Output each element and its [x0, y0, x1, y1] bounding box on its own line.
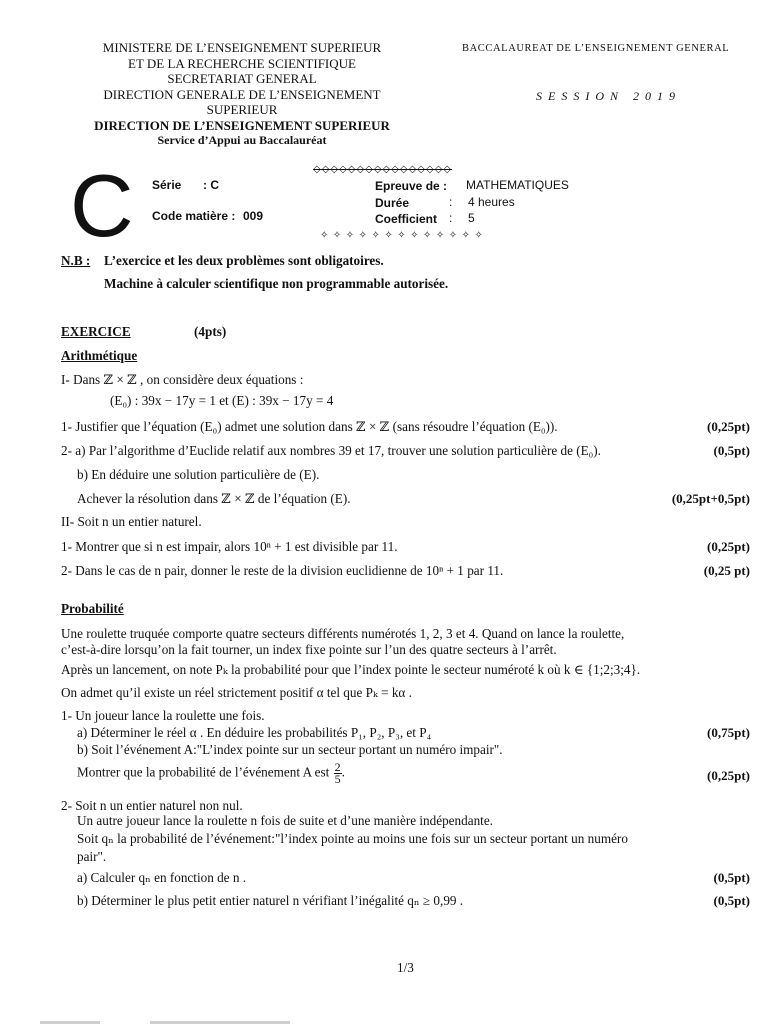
arith-q1-points: (0,25pt): [707, 419, 750, 434]
arith-II-q2: 2- Dans le cas de n pair, donner le reste de la division euclidienne de 10ⁿ + 1 par 11.: [61, 563, 504, 578]
arith-I-intro: I- Dans ℤ × ℤ , on considère deux équations :: [61, 372, 304, 387]
fraction-numerator: 2: [334, 760, 341, 774]
duree-label: Durée: [375, 196, 410, 210]
ministry-line-1: MINISTERE DE L’ENSEIGNEMENT SUPERIEUR: [102, 40, 382, 55]
coefficient-label: Coefficient: [375, 212, 438, 226]
fraction-denominator: 5: [334, 772, 341, 786]
epreuve-value: MATHEMATIQUES: [466, 178, 569, 192]
proba-q1c: Montrer que la probabilité de l’événement A est: [77, 764, 330, 780]
arith-II-q1-points: (0,25pt): [707, 539, 750, 554]
ministry-line-5: SUPERIEUR: [206, 102, 278, 117]
proba-q2a-points: (0,5pt): [713, 870, 750, 885]
proba-q2: 2- Soit n un entier naturel non nul.: [61, 798, 243, 813]
proba-q1c-line: Montrer que la probabilité de l’événement A est $\frac{2}{5}$ .: [77, 760, 345, 786]
proba-q2-line-3: pair".: [77, 849, 107, 864]
serie-value: : C: [203, 178, 219, 192]
proba-q1a: a) Déterminer le réel α . En déduire les probabilités P₁, P₂, P₃, et P₄: [77, 725, 432, 740]
arith-II-q1: 1- Montrer que si n est impair, alors 10ⁿ + 1 est divisible par 11.: [61, 539, 398, 554]
arith-q2a: 2- a) Par l’algorithme d’Euclide relatif aux nombres 39 et 17, trouver une solution particulière de (E₀).: [61, 443, 601, 458]
exercice-points: (4pts): [194, 324, 227, 339]
proba-intro-1: Une roulette truquée comporte quatre secteurs différents numérotés 1, 2, 3 et 4. Quand on lance la roulette,: [61, 626, 625, 641]
arith-q2c-points: (0,25pt+0,5pt): [671, 491, 750, 506]
ministry-line-4: DIRECTION GENERALE DE L’ENSEIGNEMENT: [103, 86, 381, 102]
arith-q2a-points: (0,5pt): [713, 443, 750, 458]
code-label: Code matière :: [152, 209, 236, 223]
nb-line-1: L’exercice et les deux problèmes sont obligatoires.: [104, 253, 384, 268]
arithmetique-title: Arithmétique: [61, 348, 138, 363]
epreuve-label: Epreuve de :: [375, 179, 448, 193]
coefficient-sep: :: [449, 211, 453, 225]
proba-intro-4: On admet qu’il existe un réel strictement positif α tel que Pₖ = kα .: [61, 685, 412, 700]
proba-q2-line-2: Soit qₙ la probabilité de l’événement:"l’index pointe au moins une fois sur un secteur portant un numéro: [77, 831, 628, 846]
page-number: 1/3: [397, 960, 414, 975]
duree-value: 4 heures: [468, 195, 515, 209]
proba-q1: 1- Un joueur lance la roulette une fois.: [61, 708, 265, 723]
coefficient-value: 5: [468, 211, 475, 225]
ministry-line-3: SECRETARIAT GENERAL: [167, 71, 317, 86]
exercice-title: EXERCICE: [61, 324, 131, 339]
fraction-two-fifths: [334, 762, 342, 785]
code-value: 009: [243, 209, 264, 223]
nb-line-2: Machine à calculer scientifique non programmable autorisée.: [104, 276, 449, 291]
ministry-line-2: ET DE LA RECHERCHE SCIENTIFIQUE: [128, 55, 356, 71]
duree-sep: :: [449, 195, 453, 209]
arith-q2c: Achever la résolution dans ℤ × ℤ de l’équation (E).: [77, 491, 351, 506]
serie-label: Série: [152, 178, 182, 192]
proba-intro-2: c’est-à-dire lorsqu’on la fait tourner, un index fixe pointe sur l’un des quatre secteurs à l’arrêt.: [61, 642, 557, 657]
session-label: SESSION 2019: [536, 89, 681, 103]
arith-II-q2-points: (0,25 pt): [703, 563, 750, 578]
arith-II-intro: II- Soit n un entier naturel.: [61, 514, 202, 529]
arith-q1: 1- Justifier que l’équation (E₀) admet une solution dans ℤ × ℤ (sans résoudre l’équation (E₀)).: [61, 419, 558, 434]
nb-label: N.B :: [61, 253, 91, 268]
ornament-top: ◇◇◇◇◇◇◇◇◇◇◇◇◇◇◇◇: [313, 164, 453, 175]
probabilite-title: Probabilité: [61, 601, 124, 616]
arith-equations: (E₀) : 39x − 17y = 1 et (E) : 39x − 17y = 4: [110, 393, 334, 408]
bac-title: BACCALAUREAT DE L’ENSEIGNEMENT GENERAL: [462, 43, 730, 54]
arith-q2b: b) En déduire une solution particulière de (E).: [77, 467, 320, 482]
serie-letter: C: [70, 156, 134, 255]
proba-q2b-points: (0,5pt): [713, 893, 750, 908]
proba-q1b: b) Soit l’événement A:"L’index pointe sur un secteur portant un numéro impair".: [77, 742, 503, 757]
proba-intro-3: Après un lancement, on note Pₖ la probabilité pour que l’index pointe le secteur numéroté k où k ∈ {1;2;3;4}.: [61, 662, 641, 677]
ornament-bottom: ✧ ✧ ✧ ✧ ✧ ✧ ✧ ✧ ✧ ✧ ✧ ✧ ✧: [320, 230, 484, 241]
proba-q2a: a) Calculer qₙ en fonction de n .: [77, 870, 247, 885]
direction-title: DIRECTION DE L’ENSEIGNEMENT SUPERIEUR: [94, 117, 390, 133]
proba-q2b: b) Déterminer le plus petit entier naturel n vérifiant l’inégalité qₙ ≥ 0,99 .: [77, 893, 464, 908]
service-title: Service d’Appui au Baccalauréat: [157, 133, 327, 147]
ministry-header: [62, 40, 422, 149]
proba-q1a-points: (0,75pt): [707, 725, 750, 740]
proba-q2-line-1: Un autre joueur lance la roulette n fois de suite et d’une manière indépendante.: [77, 813, 493, 828]
proba-q1c-points: (0,25pt): [707, 768, 750, 783]
